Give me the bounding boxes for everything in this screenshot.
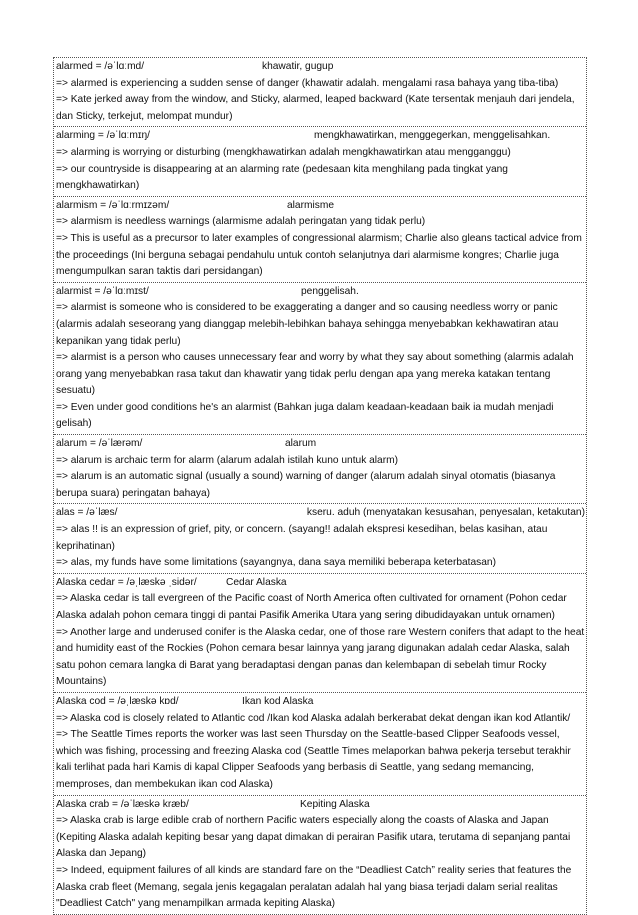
translation: Kepiting Alaska [300, 798, 370, 810]
translation: penggelisah. [301, 285, 359, 297]
example-line: => This is useful as a precursor to later examples of congressional alarmism; Charlie also gleans tactical advice from the proceedings (Ini berguna sebagai pendahulu untuk contoh selanjutnya dari alarmisme kongres; Charlie juga mengumpulkan saran taktis dari persidangan) [56, 232, 582, 278]
translation: Ikan kod Alaska [242, 695, 314, 707]
translation: mengkhawatirkan, menggegerkan, menggelisahkan. [314, 130, 551, 142]
translation: khawatir, gugup [262, 61, 334, 72]
entry-alarmism [54, 196, 586, 282]
headword: alas = /əˈlæs/ [56, 507, 118, 519]
example-line: => alarum is an automatic signal (usually a sound) warning of danger (alarum adalah sinyal otomatis (biasanya berupa suara) peringatan bahaya) [56, 471, 556, 499]
example-line: => alarming is worrying or disturbing (mengkhawatirkan adalah mengkhawatirkan atau mengganggu) [56, 146, 511, 158]
translation: alarmisme [287, 199, 334, 211]
headword: alarmism = /əˈlɑːrmɪzəm/ [56, 199, 170, 211]
example-line: => alarmism is needless warnings (alarmisme adalah peringatan yang tidak perlu) [56, 216, 426, 228]
entry-alas [54, 503, 586, 572]
translation: kseru. aduh (menyatakan kesusahan, penyesalan, ketakutan) [306, 507, 585, 519]
headword: alarmist = /əˈlɑːmɪst/ [56, 285, 149, 297]
example-line: => The Seattle Times reports the worker was last seen Thursday on the Seattle-based Clipper Seafoods vessel, which was fishing, processing and freezing Alaska cod (Seattle Times melaporkan bahwa pekerja tersebut terakhir kali terlihat pada hari Kamis di kapal Clipper Seafoods yang berbasis di Seattle, yang sedang memancing, memproses, dan membekukan ikan cod Alaska) [56, 729, 571, 790]
entry-alarmed [54, 58, 586, 126]
example-line: => Indeed, equipment failures of all kinds are standard fare on the “Deadliest Catch” reality series that features the Alaska crab fleet (Memang, segala jenis kegagalan peralatan adalah hal yang biasa terjadi dalam serial realitas "Deadliest Catch" yang menampilkan armada kepiting Alaska) [56, 864, 572, 910]
entry-alaska-cedar [54, 573, 586, 692]
example-line: => our countryside is disappearing at an alarming rate (pedesaan kita menghilang pada tingkat yang mengkhawatirkan) [56, 163, 508, 192]
headword: alarmed = /əˈlɑːmd/ [56, 61, 145, 72]
headword: Alaska cedar = /əˌlæskə ˌsidər/ [56, 576, 197, 588]
example-line: => alarum is archaic term for alarm (alarum adalah istilah kuno untuk alarm) [56, 454, 398, 466]
entry-head [56, 505, 585, 522]
entry-head [56, 59, 585, 76]
example-line: => Alaska cedar is tall evergreen of the Pacific coast of North America often cultivated for ornament (Pohon cedar Alaska adalah pohon cemara tinggi di pantai Pasifik Amerika Utara yang sering dibudidayakan untuk ornamen) [56, 593, 567, 621]
entry-head [56, 284, 585, 301]
example-line: => Another large and underused conifer is the Alaska cedar, one of those rare Western conifers that adapt to the heat and humidity east of the Rockies (Pohon cemara besar lainnya yang jarang digunakan adalah cedar Alaska, salah satu pohon cemara langka di Barat yang beradaptasi dengan panas dan kelembapan di sebelah timur Rocky Mountains) [56, 626, 585, 688]
headword: alarming = /əˈlɑːmɪŋ/ [56, 130, 150, 142]
entry-head [56, 198, 585, 215]
example-line: => alas, my funds have some limitations (sayangnya, dana saya memiliki beberapa keterbatasan) [56, 557, 496, 569]
headword: Alaska cod = /əˌlæskə kɒd/ [56, 695, 179, 707]
entry-alarum [54, 434, 586, 503]
example-line: => alas !! is an expression of grief, pity, or concern. (sayang!! adalah ekspresi kesedihan, belas kasihan, atau keprihatinan) [56, 524, 548, 552]
example-line: => Even under good conditions he's an alarmist (Bahkan juga dalam keadaan-keadaan baik ia mudah menjadi gelisah) [56, 401, 554, 430]
entry-alaska-crab [54, 795, 586, 914]
headword: alarum = /əˈlærəm/ [56, 438, 143, 450]
entry-head [56, 797, 585, 814]
entry-head [56, 436, 585, 453]
dictionary-page [53, 57, 587, 915]
entry-head [56, 575, 585, 592]
example-line: => alarmist is someone who is considered to be exaggerating a danger and so causing needless worry or panic (alarmis adalah seseorang yang dianggap melebih-lebihkan bahaya sehingga menyebabkan kekhawatiran atau kepanikan yang tidak perlu) [56, 302, 559, 347]
translation: Cedar Alaska [226, 576, 287, 588]
example-line: => Kate jerked away from the window, and Sticky, alarmed, leaped backward (Kate tersentak menjauh dari jendela, dan Sticky, terkejut, melompat mundur) [56, 94, 575, 122]
example-line: => alarmed is experiencing a sudden sense of danger (khawatir adalah. mengalami rasa bahaya yang tiba-tiba) [56, 77, 559, 89]
entry-head [56, 128, 585, 145]
entry-alaska-cod [54, 692, 586, 795]
example-line: => alarmist is a person who causes unnecessary fear and worry by what they say about something (alarmis adalah orang yang menyebabkan rasa takut dan khawatir yang tidak perlu dengan apa yang mereka katakan tentang sesuatu) [56, 352, 574, 397]
entry-alarming [54, 126, 586, 195]
entry-head [56, 694, 585, 711]
headword: Alaska crab = /əˈlæskə kræb/ [56, 798, 189, 810]
example-line: => Alaska crab is large edible crab of northern Pacific waters especially along the coasts of Alaska and Japan (Kepiting Alaska adalah kepiting besar yang dapat dimakan di perairan Pasifik utara, terutama di sepanjang pantai Alaska dan Jepang) [56, 815, 571, 860]
example-line: => Alaska cod is closely related to Atlantic cod /Ikan kod Alaska adalah berkerabat dekat dengan ikan kod Atlantik/ [56, 712, 571, 724]
entry-alarmist [54, 282, 586, 434]
translation: alarum [285, 438, 317, 450]
